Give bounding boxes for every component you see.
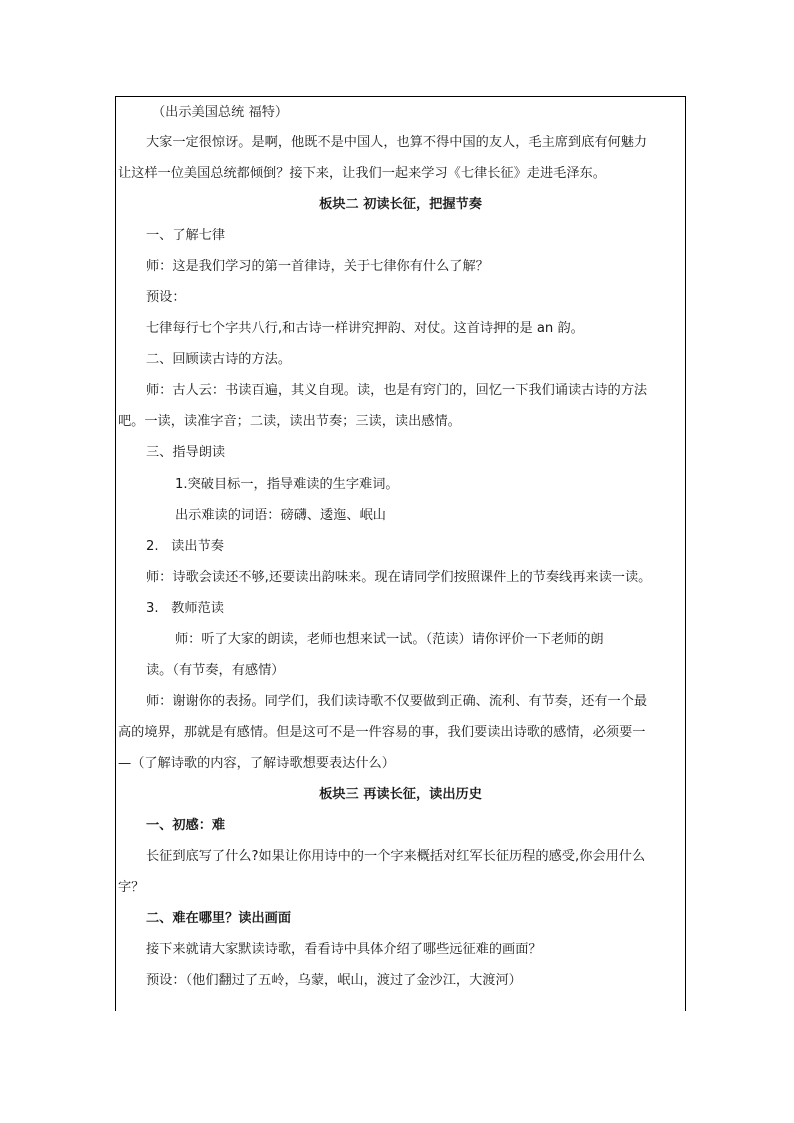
text-line-29: 预设：（他们翻过了五岭，乌蒙，岷山，渡过了金沙江，大渡河） — [146, 973, 522, 988]
text-line-22: —（了解诗歌的内容，了解诗歌想要表达什么） — [118, 756, 395, 771]
subheading-4: 一、初感：难 — [146, 818, 226, 833]
text-line-2: 大家一定很惊讶。是啊，他既不是中国人，也算不得中国的友人，毛主席到底有何魅力 — [146, 135, 648, 150]
text-line-6: 师：这是我们学习的第一首律诗，关于七律你有什么了解？ — [146, 259, 489, 274]
text-line-8: 七律每行七个字共八行,和古诗一样讲究押韵、对仗。这首诗押的是 an 韵。 — [146, 321, 584, 336]
section-heading-2: 板块二 初读长征，把握节奏 — [319, 197, 482, 212]
text-line-20: 师：谢谢你的表扬。同学们，我们读诗歌不仅要做到正确、流利、有节奏，还有一个最 — [146, 694, 648, 709]
text-line-10: 师：古人云：书读百遍，其义自现。读，也是有窍门的，回忆一下我们诵读古诗的方法 — [146, 383, 648, 398]
text-line-1: （出示美国总统 福特） — [152, 105, 289, 120]
text-line-3: 让这样一位美国总统都倾倒？接下来，让我们一起来学习《七律长征》走进毛泽东。 — [118, 166, 606, 181]
text-line-16: 师：诗歌会读还不够,还要读出韵味来。现在请同学们按照课件上的节奏线再来读一读。 — [146, 570, 652, 585]
subheading-1: 一、了解七律 — [146, 228, 226, 243]
section-heading-3: 板块三 再读长征，读出历史 — [319, 787, 482, 802]
text-line-28: 接下来就请大家默读诗歌，看看诗中具体介绍了哪些远征难的画面？ — [146, 942, 542, 957]
text-line-21: 高的境界，那就是有感情。但是这可不是一件容易的事，我们要读出诗歌的感情，必须要一 — [118, 725, 646, 740]
text-line-13: 1.突破目标一，指导难读的生字难词。 — [175, 477, 399, 492]
text-line-26: 字？ — [118, 880, 145, 895]
text-line-7: 预设： — [146, 290, 186, 305]
text-line-17: 3. 教师范读 — [146, 601, 224, 616]
text-line-19: 读。（有节奏，有感情） — [146, 663, 285, 678]
subheading-2: 二、回顾读古诗的方法。 — [146, 352, 292, 367]
text-line-25: 长征到底写了什么?如果让你用诗中的一个字来概括对红军长征历程的感受,你会用什么 — [146, 849, 646, 864]
subheading-3: 三、指导朗读 — [146, 445, 226, 460]
text-line-15: 2. 读出节奏 — [146, 539, 224, 554]
lesson-plan-table-cell — [115, 96, 686, 1011]
subheading-5: 二、难在哪里？读出画面 — [146, 911, 292, 926]
text-line-18: 师：听了大家的朗读，老师也想来试一试。（范读）请你评价一下老师的朗 — [175, 632, 604, 647]
text-line-11: 吧。一读，读准字音；二读，读出节奏；三读，读出感情。 — [118, 414, 461, 429]
text-line-14: 出示难读的词语：磅礴、逶迤、岷山 — [175, 508, 386, 523]
